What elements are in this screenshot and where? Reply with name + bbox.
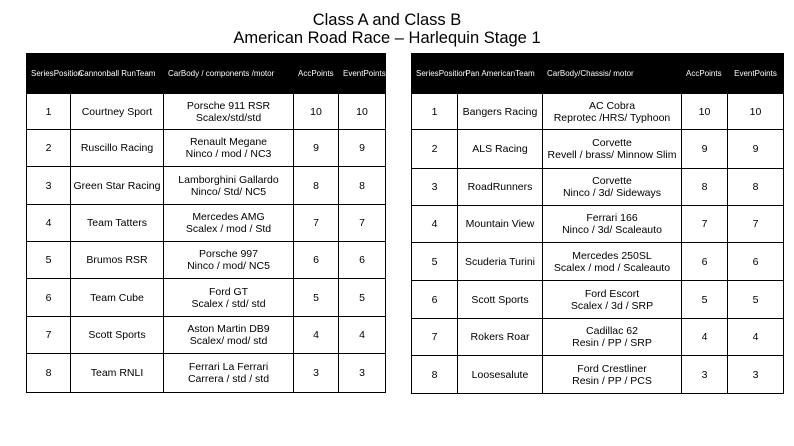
- series-position-cell: 4: [27, 205, 71, 242]
- table-row: [412, 281, 784, 319]
- acc-points-cell: 8: [682, 169, 728, 206]
- table-row: [412, 130, 784, 169]
- acc-points-cell: 5: [682, 281, 728, 319]
- event-points-cell: 6: [728, 243, 784, 281]
- series-position-cell: 3: [412, 169, 458, 206]
- car-cell: Lamborghini Gallardo Ninco/ Std/ NC5: [164, 167, 294, 205]
- car-cell: Cadillac 62 Resin / PP / SRP: [543, 319, 682, 356]
- event-points-cell: 9: [728, 130, 784, 169]
- team-cell: Scuderia Turini: [458, 243, 543, 281]
- team-cell: Courtney Sport: [71, 94, 164, 130]
- series-position-cell: 8: [412, 356, 458, 394]
- series-position-cell: 8: [27, 354, 71, 393]
- header-acc-points: AccPoints: [682, 54, 728, 94]
- header-event-points: EventPoints: [339, 54, 386, 94]
- car-cell: Renault Megane Ninco / mod / NC3: [164, 130, 294, 167]
- event-points-cell: 8: [728, 169, 784, 206]
- series-position-cell: 6: [412, 281, 458, 319]
- header-event-points: EventPoints: [728, 54, 784, 94]
- header-car: CarBody/Chassis/ motor: [543, 54, 682, 94]
- series-position-cell: 4: [412, 206, 458, 243]
- table-row: [412, 94, 784, 130]
- car-cell: Mercedes 250SL Scalex / mod / Scaleauto: [543, 243, 682, 281]
- table-row: [412, 169, 784, 206]
- event-points-cell: 5: [728, 281, 784, 319]
- table-row: [27, 354, 386, 393]
- table-row: [412, 243, 784, 281]
- team-cell: Scott Sports: [458, 281, 543, 319]
- team-cell: Team Cube: [71, 279, 164, 317]
- team-cell: ALS Racing: [458, 130, 543, 169]
- acc-points-cell: 9: [682, 130, 728, 169]
- table-row: [27, 130, 386, 167]
- header-team: Pan AmericanTeam: [458, 54, 543, 94]
- series-position-cell: 1: [27, 94, 71, 130]
- acc-points-cell: 4: [682, 319, 728, 356]
- acc-points-cell: 8: [294, 167, 339, 205]
- team-cell: Loosesalute: [458, 356, 543, 394]
- car-cell: Aston Martin DB9 Scalex/ mod/ std: [164, 317, 294, 354]
- event-points-cell: 10: [339, 94, 386, 130]
- team-cell: Mountain View: [458, 206, 543, 243]
- table-row: [27, 167, 386, 205]
- acc-points-cell: 3: [682, 356, 728, 394]
- class-b-results-table: [411, 53, 784, 394]
- team-cell: RoadRunners: [458, 169, 543, 206]
- event-points-cell: 5: [339, 279, 386, 317]
- table-row: [412, 319, 784, 356]
- event-points-cell: 3: [728, 356, 784, 394]
- team-cell: Rokers Roar: [458, 319, 543, 356]
- header-team: Cannonball RunTeam: [71, 54, 164, 94]
- page-subtitle: American Road Race – Harlequin Stage 1: [233, 29, 541, 47]
- car-cell: Mercedes AMG Scalex / mod / Std: [164, 205, 294, 242]
- acc-points-cell: 9: [294, 130, 339, 167]
- acc-points-cell: 6: [682, 243, 728, 281]
- car-cell: Ford GT Scalex / std/ std: [164, 279, 294, 317]
- header-acc-points: AccPoints: [294, 54, 339, 94]
- acc-points-cell: 10: [294, 94, 339, 130]
- class-a-header-row: [27, 54, 386, 94]
- table-row: [27, 279, 386, 317]
- table-row: [412, 206, 784, 243]
- acc-points-cell: 7: [294, 205, 339, 242]
- table-row: [27, 317, 386, 354]
- series-position-cell: 7: [412, 319, 458, 356]
- car-cell: Ferrari La Ferrari Carrera / std / std: [164, 354, 294, 393]
- series-position-cell: 3: [27, 167, 71, 205]
- car-cell: Porsche 997 Ninco / mod/ NC5: [164, 242, 294, 279]
- header-series-position: SeriesPosition: [412, 54, 458, 94]
- series-position-cell: 5: [27, 242, 71, 279]
- team-cell: Green Star Racing: [71, 167, 164, 205]
- event-points-cell: 8: [339, 167, 386, 205]
- event-points-cell: 6: [339, 242, 386, 279]
- car-cell: Ford Crestliner Resin / PP / PCS: [543, 356, 682, 394]
- header-car: CarBody / components /motor: [164, 54, 294, 94]
- event-points-cell: 7: [728, 206, 784, 243]
- team-cell: Ruscillo Racing: [71, 130, 164, 167]
- car-cell: Ferrari 166 Ninco / 3d/ Scaleauto: [543, 206, 682, 243]
- class-a-results-table: [26, 53, 386, 393]
- event-points-cell: 3: [339, 354, 386, 393]
- acc-points-cell: 10: [682, 94, 728, 130]
- team-cell: Brumos RSR: [71, 242, 164, 279]
- series-position-cell: 7: [27, 317, 71, 354]
- car-cell: Corvette Ninco / 3d/ Sideways: [543, 169, 682, 206]
- event-points-cell: 10: [728, 94, 784, 130]
- table-row: [27, 94, 386, 130]
- event-points-cell: 9: [339, 130, 386, 167]
- series-position-cell: 2: [412, 130, 458, 169]
- team-cell: Team RNLI: [71, 354, 164, 393]
- team-cell: Team Tatters: [71, 205, 164, 242]
- acc-points-cell: 4: [294, 317, 339, 354]
- acc-points-cell: 7: [682, 206, 728, 243]
- car-cell: Porsche 911 RSR Scalex/std/std: [164, 94, 294, 130]
- series-position-cell: 5: [412, 243, 458, 281]
- car-cell: AC Cobra Reprotec /HRS/ Typhoon: [543, 94, 682, 130]
- event-points-cell: 7: [339, 205, 386, 242]
- car-cell: Corvette Revell / brass/ Minnow Slim: [543, 130, 682, 169]
- series-position-cell: 6: [27, 279, 71, 317]
- table-row: [27, 205, 386, 242]
- acc-points-cell: 6: [294, 242, 339, 279]
- car-cell: Ford Escort Scalex / 3d / SRP: [543, 281, 682, 319]
- class-b-header-row: [412, 54, 784, 94]
- table-row: [412, 356, 784, 394]
- series-position-cell: 1: [412, 94, 458, 130]
- event-points-cell: 4: [728, 319, 784, 356]
- acc-points-cell: 5: [294, 279, 339, 317]
- team-cell: Scott Sports: [71, 317, 164, 354]
- series-position-cell: 2: [27, 130, 71, 167]
- table-row: [27, 242, 386, 279]
- page-title: Class A and Class B: [312, 11, 462, 29]
- event-points-cell: 4: [339, 317, 386, 354]
- acc-points-cell: 3: [294, 354, 339, 393]
- team-cell: Bangers Racing: [458, 94, 543, 130]
- header-series-position: SeriesPosition: [27, 54, 71, 94]
